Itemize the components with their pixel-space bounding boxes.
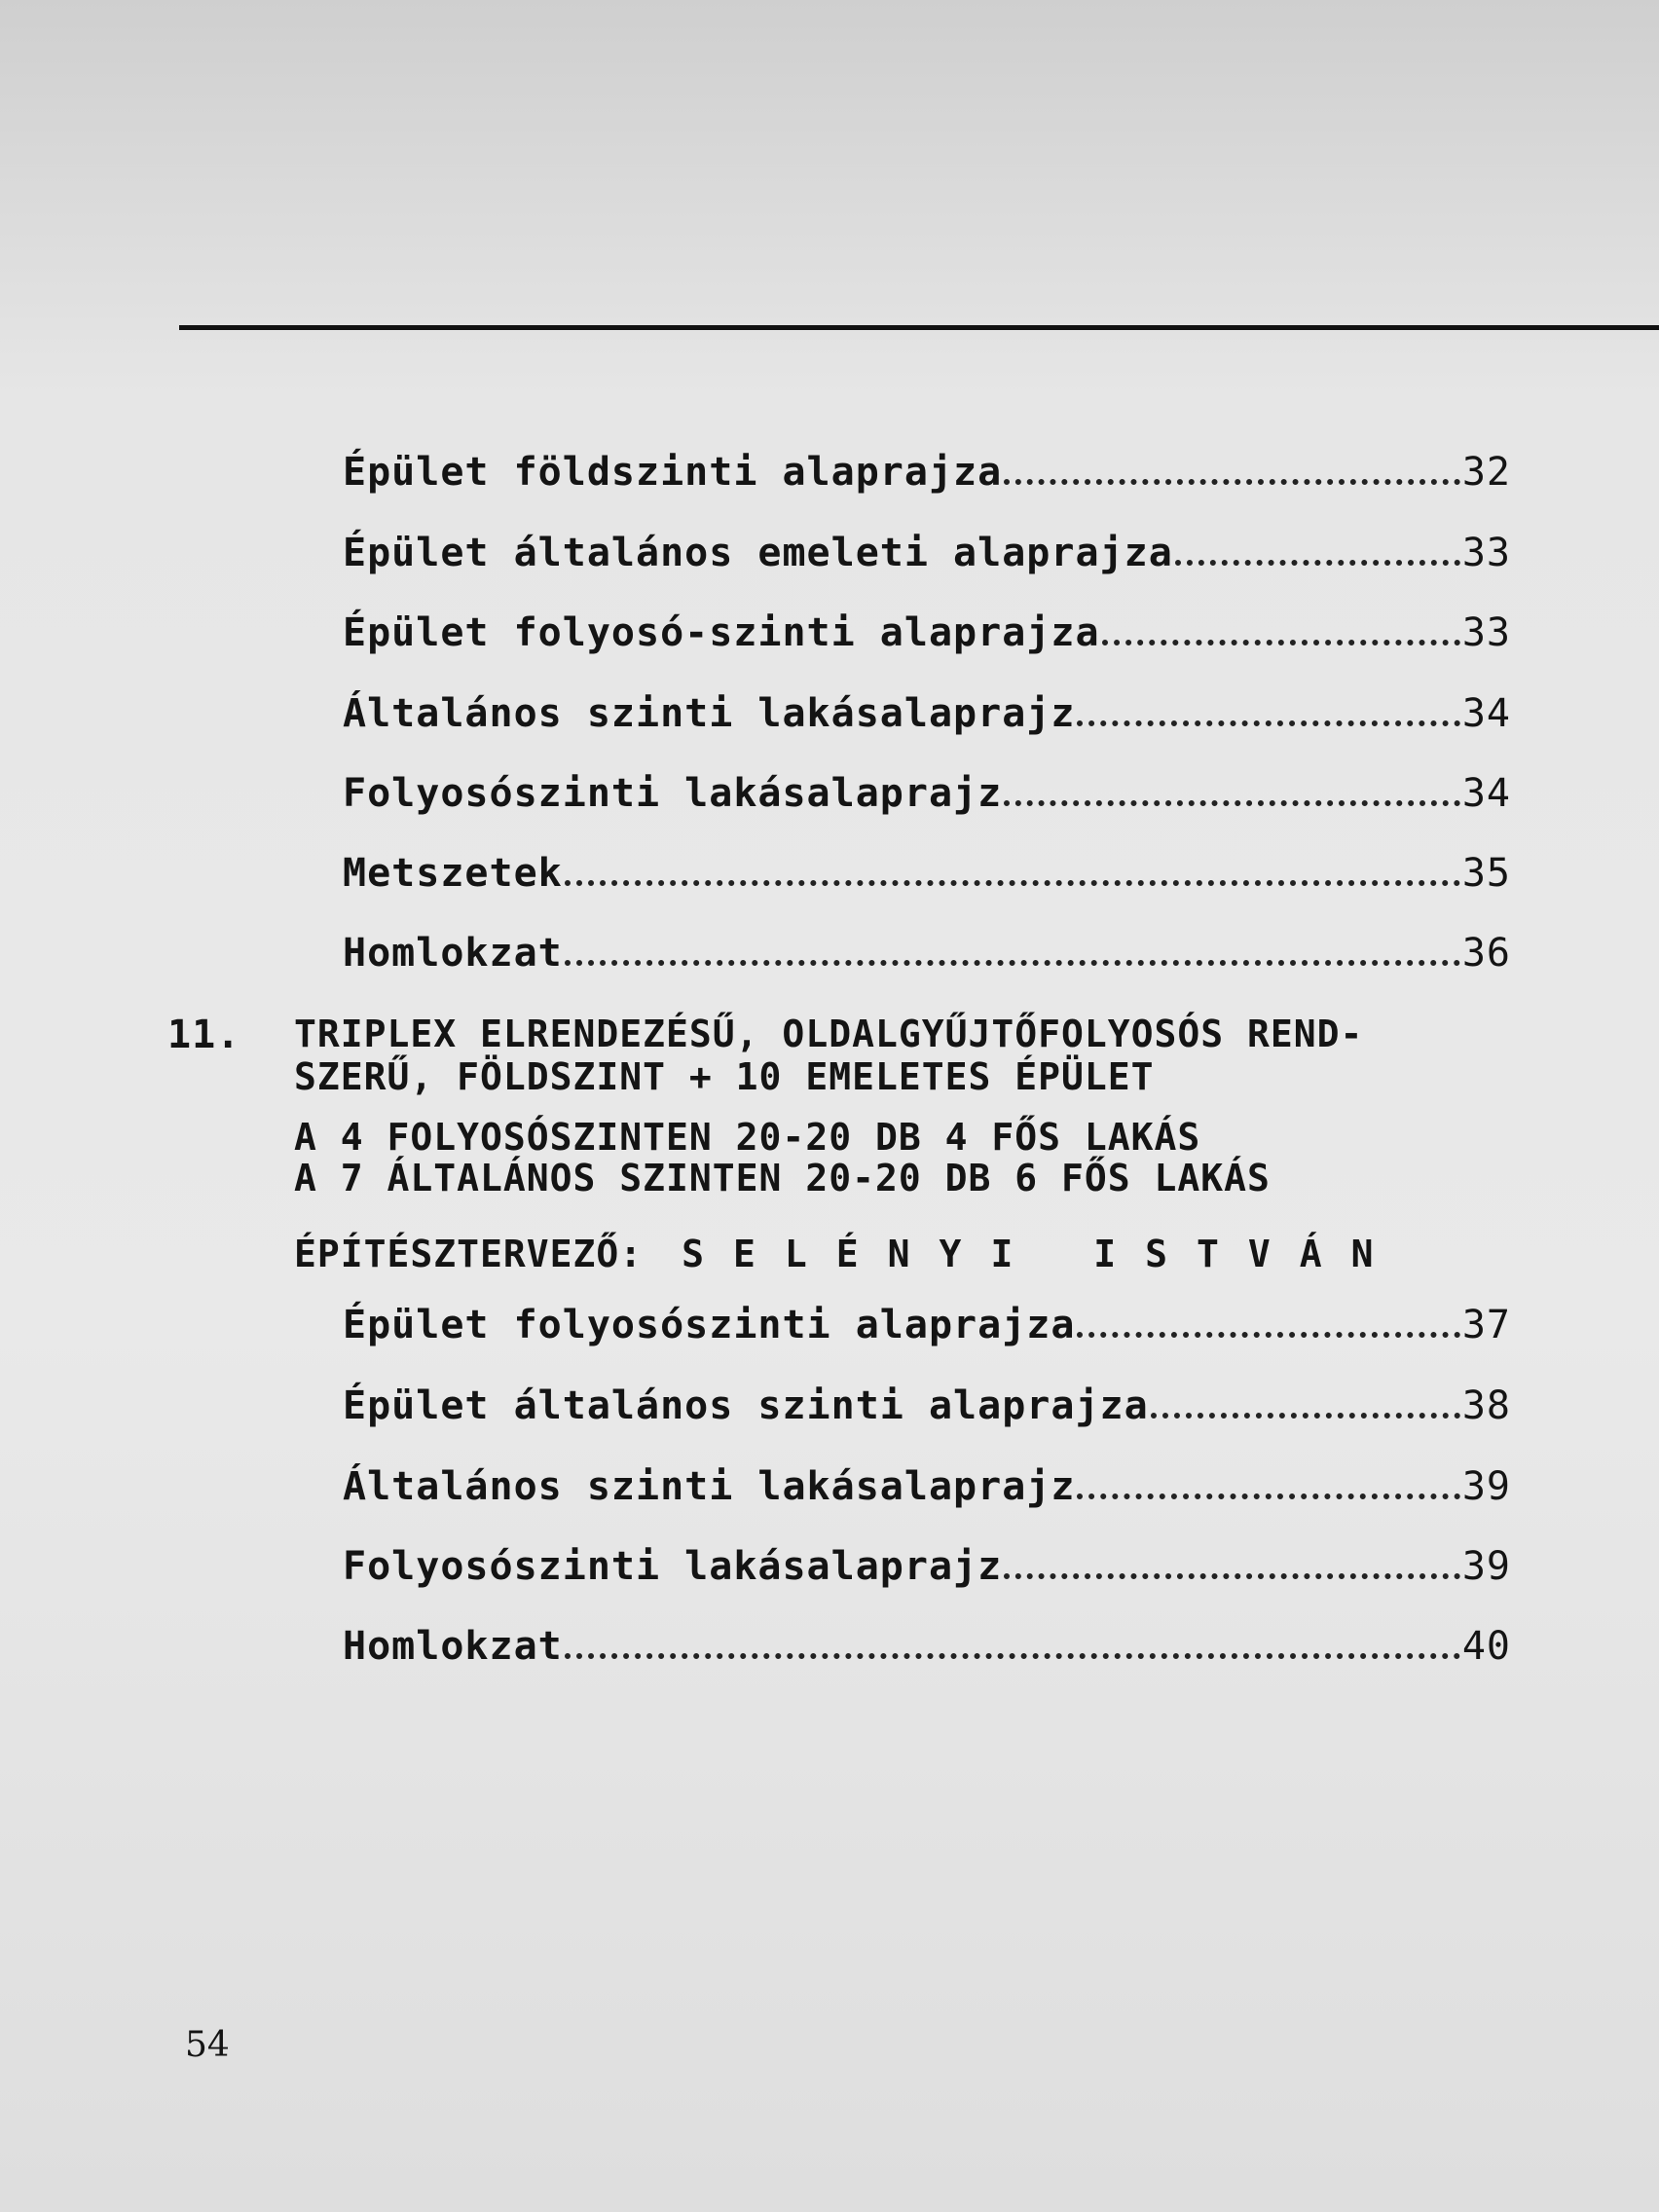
dot-leader [565, 1653, 1460, 1659]
toc-entry [343, 1293, 1511, 1347]
toc-entry-title: Homlokzat [343, 931, 563, 976]
toc-entry-title: Homlokzat [343, 1624, 563, 1669]
toc-entry-page: 33 [1461, 610, 1511, 655]
toc-entry [343, 1455, 1511, 1509]
toc-entry [343, 440, 1511, 495]
toc-entry [343, 1614, 1511, 1669]
toc-entry-title: Épület földszinti alaprajza [343, 450, 1003, 495]
toc-entry-title: Folyosószinti lakásalaprajz [343, 1544, 1003, 1589]
toc-entry [343, 1374, 1511, 1428]
architect-label: ÉPÍTÉSZTERVEZŐ: [294, 1233, 644, 1275]
toc-entry [343, 921, 1511, 976]
toc-entry-page: 39 [1461, 1544, 1511, 1589]
toc-entry-title: Folyosószinti lakásalaprajz [343, 771, 1003, 816]
toc-entry-page: 33 [1461, 531, 1511, 575]
dot-leader [1004, 800, 1460, 806]
toc-entry-title: Általános szinti lakásalaprajz [343, 691, 1076, 736]
toc-entry-page: 36 [1461, 931, 1511, 976]
section-heading: TRIPLEX ELRENDEZÉSŰ, OLDALGYŰJTŐFOLYOSÓS REND- [294, 1013, 1364, 1055]
toc-entry [343, 1534, 1511, 1589]
architect-credit [294, 1233, 1402, 1275]
dot-leader [1151, 1413, 1460, 1419]
toc-entry [343, 682, 1511, 736]
toc-entry-page: 39 [1461, 1464, 1511, 1509]
toc-entry-page: 35 [1461, 851, 1511, 896]
dot-leader [565, 960, 1460, 966]
toc-entry-page: 38 [1461, 1383, 1511, 1428]
dot-leader [1004, 1573, 1460, 1579]
dot-leader [565, 880, 1460, 886]
toc-entry-title: Épület általános szinti alaprajza [343, 1383, 1149, 1428]
toc-entry-page: 40 [1461, 1624, 1511, 1669]
toc-entry-page: 34 [1461, 691, 1511, 736]
toc-entry [343, 841, 1511, 896]
dot-leader [1102, 640, 1460, 645]
page-number: 54 [185, 2025, 230, 2065]
toc-entry-title: Épület folyosószinti alaprajza [343, 1303, 1076, 1347]
toc-entry-title: Általános szinti lakásalaprajz [343, 1464, 1076, 1509]
section-heading: SZERŰ, FÖLDSZINT + 10 EMELETES ÉPÜLET [294, 1055, 1155, 1098]
toc-entry-title: Épület általános emeleti alaprajza [343, 531, 1173, 575]
section-detail: A 4 FOLYOSÓSZINTEN 20-20 DB 4 FŐS LAKÁS [294, 1116, 1201, 1159]
architect-name: SELÉNYI ISTVÁN [682, 1233, 1403, 1275]
dot-leader [1175, 560, 1460, 566]
toc-entry [343, 521, 1511, 575]
dot-leader [1004, 479, 1460, 485]
section-number: 11. [167, 1013, 241, 1057]
toc-entry-title: Metszetek [343, 851, 563, 896]
toc-entry-page: 37 [1461, 1303, 1511, 1347]
toc-entry-page: 34 [1461, 771, 1511, 816]
toc-entry-title: Épület folyosó-szinti alaprajza [343, 610, 1100, 655]
dot-leader [1077, 720, 1459, 726]
dot-leader [1077, 1332, 1459, 1338]
toc-entry-page: 32 [1461, 450, 1511, 495]
toc-entry [343, 601, 1511, 655]
section-detail: A 7 ÁLTALÁNOS SZINTEN 20-20 DB 6 FŐS LAKÁS [294, 1157, 1271, 1199]
dot-leader [1077, 1493, 1459, 1499]
toc-entry [343, 761, 1511, 816]
